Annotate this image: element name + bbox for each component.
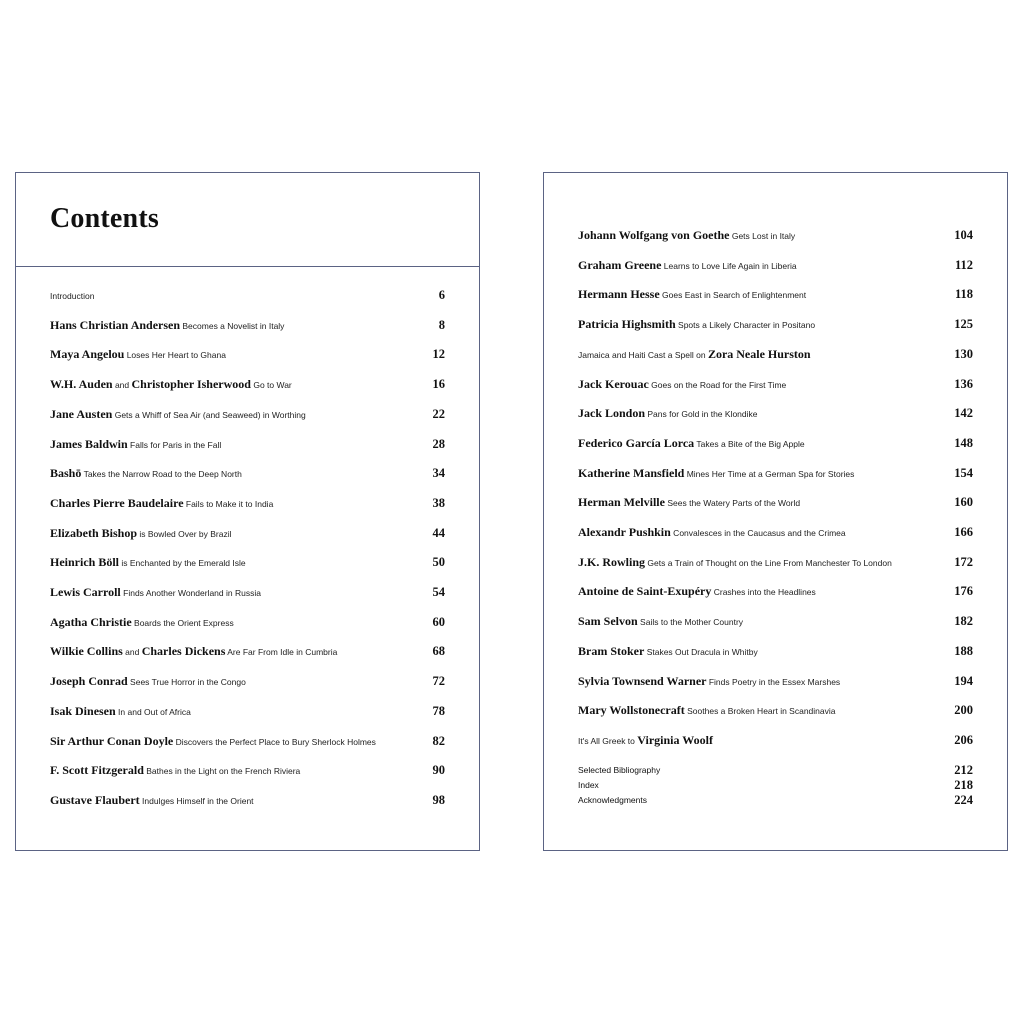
chapter-description: Finds Poetry in the Essex Marshes [706, 676, 841, 687]
author-name: Hermann Hesse [578, 287, 660, 302]
author-name: Maya Angelou [50, 347, 125, 362]
toc-entry [578, 492, 973, 512]
page-number: 112 [954, 257, 973, 272]
toc-entry [50, 612, 445, 632]
chapter-description: Gets a Train of Thought on the Line From Manchester To London [645, 557, 892, 568]
page-number: 54 [432, 585, 445, 599]
toc-entry-text [50, 404, 385, 425]
chapter-description: Jamaica and Haiti Cast a Spell on [578, 349, 708, 360]
author-name: J.K. Rowling [578, 554, 646, 569]
back-matter-entry [578, 792, 973, 808]
page-number: 12 [432, 347, 445, 362]
author-name: Wilkie Collins [50, 644, 123, 659]
chapter-description: Discovers the Perfect Place to Bury Sherlock Holmes [173, 736, 376, 747]
back-matter-label: Index [578, 780, 599, 790]
toc-entry [578, 611, 973, 631]
page-number: 166 [954, 525, 973, 539]
toc-entry [50, 434, 445, 454]
author-name: Lewis Carroll [50, 585, 121, 599]
toc-entry-text [578, 225, 913, 246]
author-name: Sir Arthur Conan Doyle [50, 733, 174, 748]
author-name: Virginia Woolf [637, 732, 713, 747]
chapter-description: Becomes a Novelist in Italy [180, 320, 285, 331]
toc-entry-text [578, 700, 913, 721]
toc-entry [578, 255, 973, 275]
page-number: 136 [954, 376, 973, 391]
chapter-description: Mines Her Time at a German Spa for Stories [684, 468, 855, 479]
toc-entry-text [50, 790, 385, 811]
author-name: Elizabeth Bishop [50, 525, 138, 540]
toc-entry [578, 344, 973, 364]
toc-entry [578, 433, 973, 453]
toc-entry [578, 225, 973, 245]
author-name: F. Scott Fitzgerald [50, 763, 144, 778]
chapter-description: Takes a Bite of the Big Apple [694, 438, 805, 449]
chapter-description: Boards the Orient Express [131, 617, 234, 628]
title-divider [16, 266, 479, 267]
toc-entry [50, 493, 445, 513]
contents-page-right [543, 172, 1008, 851]
author-name: Zora Neale Hurston [707, 346, 811, 361]
toc-entry-text [578, 374, 913, 395]
page-number: 104 [954, 228, 973, 242]
toc-entry-text [578, 403, 913, 424]
author-name: Bram Stoker [578, 643, 645, 658]
chapter-description: Learns to Love Life Again in Liberia [661, 260, 797, 271]
toc-entry [578, 730, 973, 750]
toc-entry [50, 671, 445, 691]
contents-page-left [15, 172, 480, 851]
author-name: Mary Wollstonecraft [578, 703, 685, 718]
page-number: 224 [954, 793, 973, 807]
toc-entry-text [50, 582, 385, 603]
section-label: Introduction [50, 291, 95, 301]
chapter-description: Are Far From Idle in Cumbria [225, 647, 338, 658]
toc-entry-text [50, 374, 385, 395]
chapter-description: Goes on the Road for the First Time [648, 379, 787, 390]
toc-entry [578, 374, 973, 394]
toc-entry-text [578, 611, 913, 632]
toc-entry-text [50, 552, 385, 573]
toc-entry [50, 523, 445, 543]
page-number: 172 [954, 554, 973, 569]
page-number: 50 [432, 555, 445, 570]
back-matter-label: Selected Bibliography [578, 765, 661, 775]
toc-entry-text [578, 671, 913, 692]
toc-entry-text [578, 641, 913, 662]
back-matter-entry [578, 762, 973, 778]
chapter-description: Gets Lost in Italy [729, 231, 796, 241]
page-number: 160 [954, 495, 973, 510]
page-number: 212 [954, 763, 973, 777]
toc-entry-text [578, 433, 913, 454]
toc-entry-text [578, 581, 913, 602]
chapter-description: Goes East in Search of Enlightenment [659, 290, 807, 301]
toc-entry [578, 700, 973, 720]
toc-entry-text [50, 434, 385, 455]
page-number: 44 [432, 525, 445, 540]
page-number: 22 [432, 406, 445, 421]
toc-entry [50, 285, 445, 305]
page-title: Contents [50, 203, 159, 234]
toc-entry-text [578, 522, 913, 543]
toc-entry [578, 641, 973, 661]
author-name: Jack London [578, 406, 646, 421]
author-name: Johann Wolfgang von Goethe [578, 228, 730, 242]
back-matter-label: Acknowledgments [578, 795, 647, 805]
toc-entry-text [50, 641, 385, 662]
toc-entry [578, 284, 973, 304]
back-matter-entry [578, 777, 973, 793]
toc-entry [50, 463, 445, 483]
chapter-description: Gets a Whiff of Sea Air (and Seaweed) in Worthing [112, 409, 306, 420]
toc-entry-text [578, 492, 913, 513]
page-number: 16 [432, 377, 445, 392]
page-number: 148 [954, 435, 973, 450]
author-name: Jack Kerouac [578, 376, 649, 391]
author-name: James Baldwin [50, 436, 128, 451]
toc-entry [578, 314, 973, 334]
page-number: 176 [954, 584, 973, 599]
toc-entry-text [50, 701, 385, 722]
toc-entry-text [50, 523, 385, 544]
page-number: 68 [432, 644, 445, 659]
chapter-description: Spots a Likely Character in Positano [675, 320, 816, 331]
author-name: Sam Selvon [578, 614, 638, 629]
chapter-description: Stakes Out Dracula in Whitby [644, 646, 758, 657]
author-name: Heinrich Böll [50, 555, 119, 570]
chapter-description: Falls for Paris in the Fall [127, 439, 222, 450]
chapter-description: is Enchanted by the Emerald Isle [119, 558, 246, 569]
toc-entry-text [578, 344, 913, 365]
toc-entry [50, 404, 445, 424]
chapter-description: Sees True Horror in the Congo [127, 677, 246, 688]
author-name: Hans Christian Andersen [50, 317, 181, 332]
toc-entry-text [50, 731, 385, 752]
toc-entry-text [50, 612, 385, 633]
toc-entry [50, 582, 445, 602]
page-number: 206 [954, 732, 973, 747]
page-number: 200 [954, 703, 973, 718]
chapter-description: is Bowled Over by Brazil [137, 528, 232, 539]
author-name: Katherine Mansfield [578, 465, 685, 480]
toc-entry [578, 463, 973, 483]
toc-entry [50, 344, 445, 364]
chapter-description: Loses Her Heart to Ghana [124, 350, 226, 361]
page-number: 125 [954, 317, 973, 332]
author-name: Christopher Isherwood [131, 377, 251, 392]
page-number: 60 [432, 614, 445, 629]
toc-entry [50, 374, 445, 394]
chapter-description: Sees the Watery Parts of the World [664, 498, 801, 509]
page-number: 98 [432, 792, 445, 807]
author-name: Jane Austen [50, 406, 113, 421]
page-number: 142 [954, 406, 973, 421]
chapter-description: and [112, 380, 132, 391]
toc-entry [50, 315, 445, 335]
toc-entry-text [578, 730, 913, 751]
toc-entry-text [50, 285, 385, 306]
page-number: 130 [954, 346, 973, 361]
page-number: 188 [954, 643, 973, 658]
chapter-description: Go to War [250, 380, 292, 391]
author-name: Gustave Flaubert [50, 792, 140, 807]
toc-entry [50, 641, 445, 661]
chapter-description: It's All Greek to [578, 735, 638, 746]
author-name: Patricia Highsmith [578, 317, 676, 332]
chapter-description: Sails to the Mother Country [637, 617, 744, 628]
page-number: 182 [954, 614, 973, 629]
chapter-description: Fails to Make it to India [183, 498, 274, 509]
toc-entry [578, 671, 973, 691]
chapter-description: Indulges Himself in the Orient [139, 795, 254, 806]
page-number: 34 [432, 466, 445, 481]
toc-entry-text [578, 284, 913, 305]
author-name: Antoine de Saint-Exupéry [578, 584, 712, 599]
page-number: 82 [432, 733, 445, 748]
toc-entry-text [578, 255, 913, 276]
page-number: 38 [432, 495, 445, 510]
author-name: Isak Dinesen [50, 703, 116, 718]
author-name: Sylvia Townsend Warner [578, 673, 707, 688]
toc-entry [578, 522, 973, 542]
page-number: 72 [432, 674, 445, 689]
chapter-description: Takes the Narrow Road to the Deep North [81, 469, 242, 480]
page-number: 218 [954, 778, 973, 792]
toc-entry-text [578, 552, 913, 573]
toc-entry [578, 403, 973, 423]
chapter-description: Crashes into the Headlines [711, 587, 816, 598]
toc-entry-text [578, 314, 913, 335]
toc-entry-text [50, 344, 385, 365]
chapter-description: Pans for Gold in the Klondike [645, 409, 758, 420]
toc-entry [50, 760, 445, 780]
author-name: Federico García Lorca [578, 435, 695, 450]
page-number: 90 [432, 763, 445, 778]
toc-entry [50, 701, 445, 721]
toc-entry-text [578, 463, 913, 484]
page-number: 6 [438, 288, 445, 302]
author-name: Alexandr Pushkin [578, 525, 671, 539]
page-number: 194 [954, 673, 973, 688]
author-name: Charles Pierre Baudelaire [50, 495, 184, 510]
page-number: 8 [438, 317, 445, 332]
page-number: 78 [432, 703, 445, 718]
toc-entry [578, 581, 973, 601]
author-name: Joseph Conrad [50, 674, 128, 689]
author-name: W.H. Auden [50, 377, 113, 392]
toc-entry [578, 552, 973, 572]
chapter-description: Bathes in the Light on the French Riviera [143, 766, 301, 777]
toc-entry [50, 552, 445, 572]
author-name: Bashō [50, 466, 82, 481]
toc-entry-text [50, 493, 385, 514]
toc-entry-text [50, 671, 385, 692]
toc-entry [50, 790, 445, 810]
toc-entry-text [50, 463, 385, 484]
page-number: 118 [954, 287, 973, 302]
page-number: 28 [432, 436, 445, 451]
author-name: Herman Melville [578, 495, 665, 510]
author-name: Agatha Christie [50, 614, 132, 629]
toc-entry [50, 731, 445, 751]
chapter-description: In and Out of Africa [115, 706, 191, 717]
chapter-description: Soothes a Broken Heart in Scandinavia [684, 706, 836, 717]
chapter-description: Convalesces in the Caucasus and the Crimea [670, 528, 846, 538]
page-number: 154 [954, 465, 973, 480]
author-name: Graham Greene [578, 257, 662, 272]
chapter-description: and [122, 647, 142, 658]
toc-entry-text [50, 315, 385, 336]
toc-entry-text [50, 760, 385, 781]
chapter-description: Finds Another Wonderland in Russia [120, 588, 261, 598]
author-name: Charles Dickens [141, 644, 226, 659]
